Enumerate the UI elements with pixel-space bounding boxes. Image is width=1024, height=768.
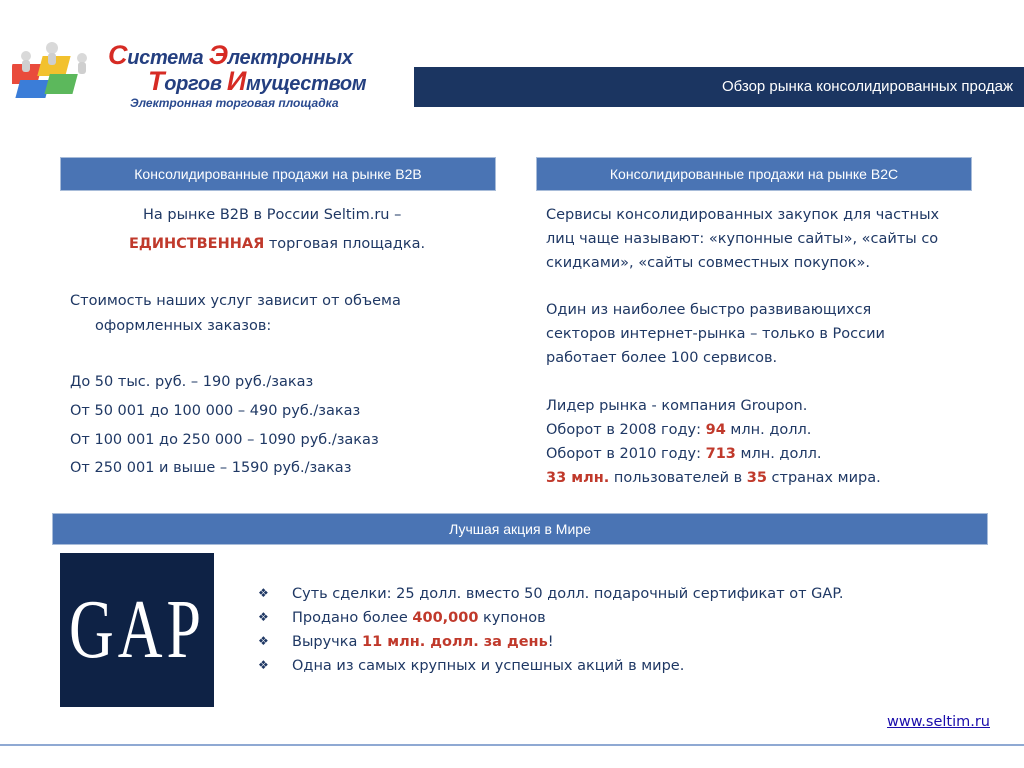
- deal-bullet: ❖ Одна из самых крупных и успешных акций в мире.: [258, 658, 685, 674]
- diamond-bullet-icon: ❖: [258, 610, 269, 624]
- b2b-intro-line1: На рынке B2B в России Seltim.ru –: [143, 207, 402, 223]
- page-title: Обзор рынка консолидированных продаж: [721, 78, 1013, 95]
- b2b-cost-line1: Стоимость наших услуг зависит от объема: [70, 293, 401, 309]
- price-tier: От 100 001 до 250 000 – 1090 руб./заказ: [70, 432, 379, 448]
- logo-title-line1: Система Электронных: [108, 40, 353, 70]
- page-title-banner: [414, 67, 1024, 107]
- b2c-paragraph2-line: Один из наиболее быстро развивающихся: [546, 302, 872, 318]
- b2c-users-line: 33 млн. пользователей в 35 странах мира.: [546, 470, 881, 486]
- b2c-leader-line: Лидер рынка - компания Groupon.: [546, 398, 808, 414]
- b2b-cost-line2: оформленных заказов:: [95, 318, 272, 334]
- b2c-paragraph1-line: лиц чаще называют: «купонные сайты», «сайты со: [546, 231, 939, 247]
- gap-logo: [60, 553, 214, 707]
- b2c-paragraph2-line: секторов интернет-рынка – только в России: [546, 326, 885, 342]
- b2c-turnover-2010: Оборот в 2010 году: 713 млн. долл.: [546, 446, 822, 462]
- diamond-bullet-icon: ❖: [258, 586, 269, 600]
- b2c-paragraph1-line: Сервисы консолидированных закупок для частных: [546, 207, 940, 223]
- b2b-intro-highlight: ЕДИНСТВЕННАЯ: [129, 236, 265, 252]
- price-tier: От 250 001 и выше – 1590 руб./заказ: [70, 460, 352, 476]
- deal-bullet: ❖ Продано более 400,000 купонов: [258, 610, 546, 626]
- b2b-intro-line2: ЕДИНСТВЕННАЯ торговая площадка.: [129, 236, 426, 252]
- b2c-paragraph2-line: работает более 100 сервисов.: [546, 350, 778, 366]
- diamond-bullet-icon: ❖: [258, 634, 269, 648]
- gap-logo-text: GAP: [68, 583, 206, 676]
- price-tier: До 50 тыс. руб. – 190 руб./заказ: [70, 374, 314, 390]
- logo-title-line2: Торгов Имуществом: [148, 66, 367, 96]
- price-tier: От 50 001 до 100 000 – 490 руб./заказ: [70, 403, 361, 419]
- website-link[interactable]: www.seltim.ru: [887, 714, 990, 730]
- logo-subtitle: Электронная торговая площадка: [130, 96, 339, 110]
- b2c-paragraph1-line: скидками», «сайты совместных покупок».: [546, 255, 870, 271]
- diamond-bullet-icon: ❖: [258, 658, 269, 672]
- footer-divider: [0, 744, 1024, 746]
- best-deal-header: Лучшая акция в Мире: [52, 513, 988, 545]
- logo-puzzle-image: [12, 36, 96, 110]
- b2c-turnover-2008: Оборот в 2008 году: 94 млн. долл.: [546, 422, 812, 438]
- b2b-section-header: Консолидированные продажи на рынке B2B: [60, 157, 496, 191]
- deal-bullet: ❖ Выручка 11 млн. долл. за день!: [258, 634, 554, 650]
- deal-bullet: ❖ Суть сделки: 25 долл. вместо 50 долл. подарочный сертификат от GAP.: [258, 586, 844, 602]
- b2c-section-header: Консолидированные продажи на рынке B2C: [536, 157, 972, 191]
